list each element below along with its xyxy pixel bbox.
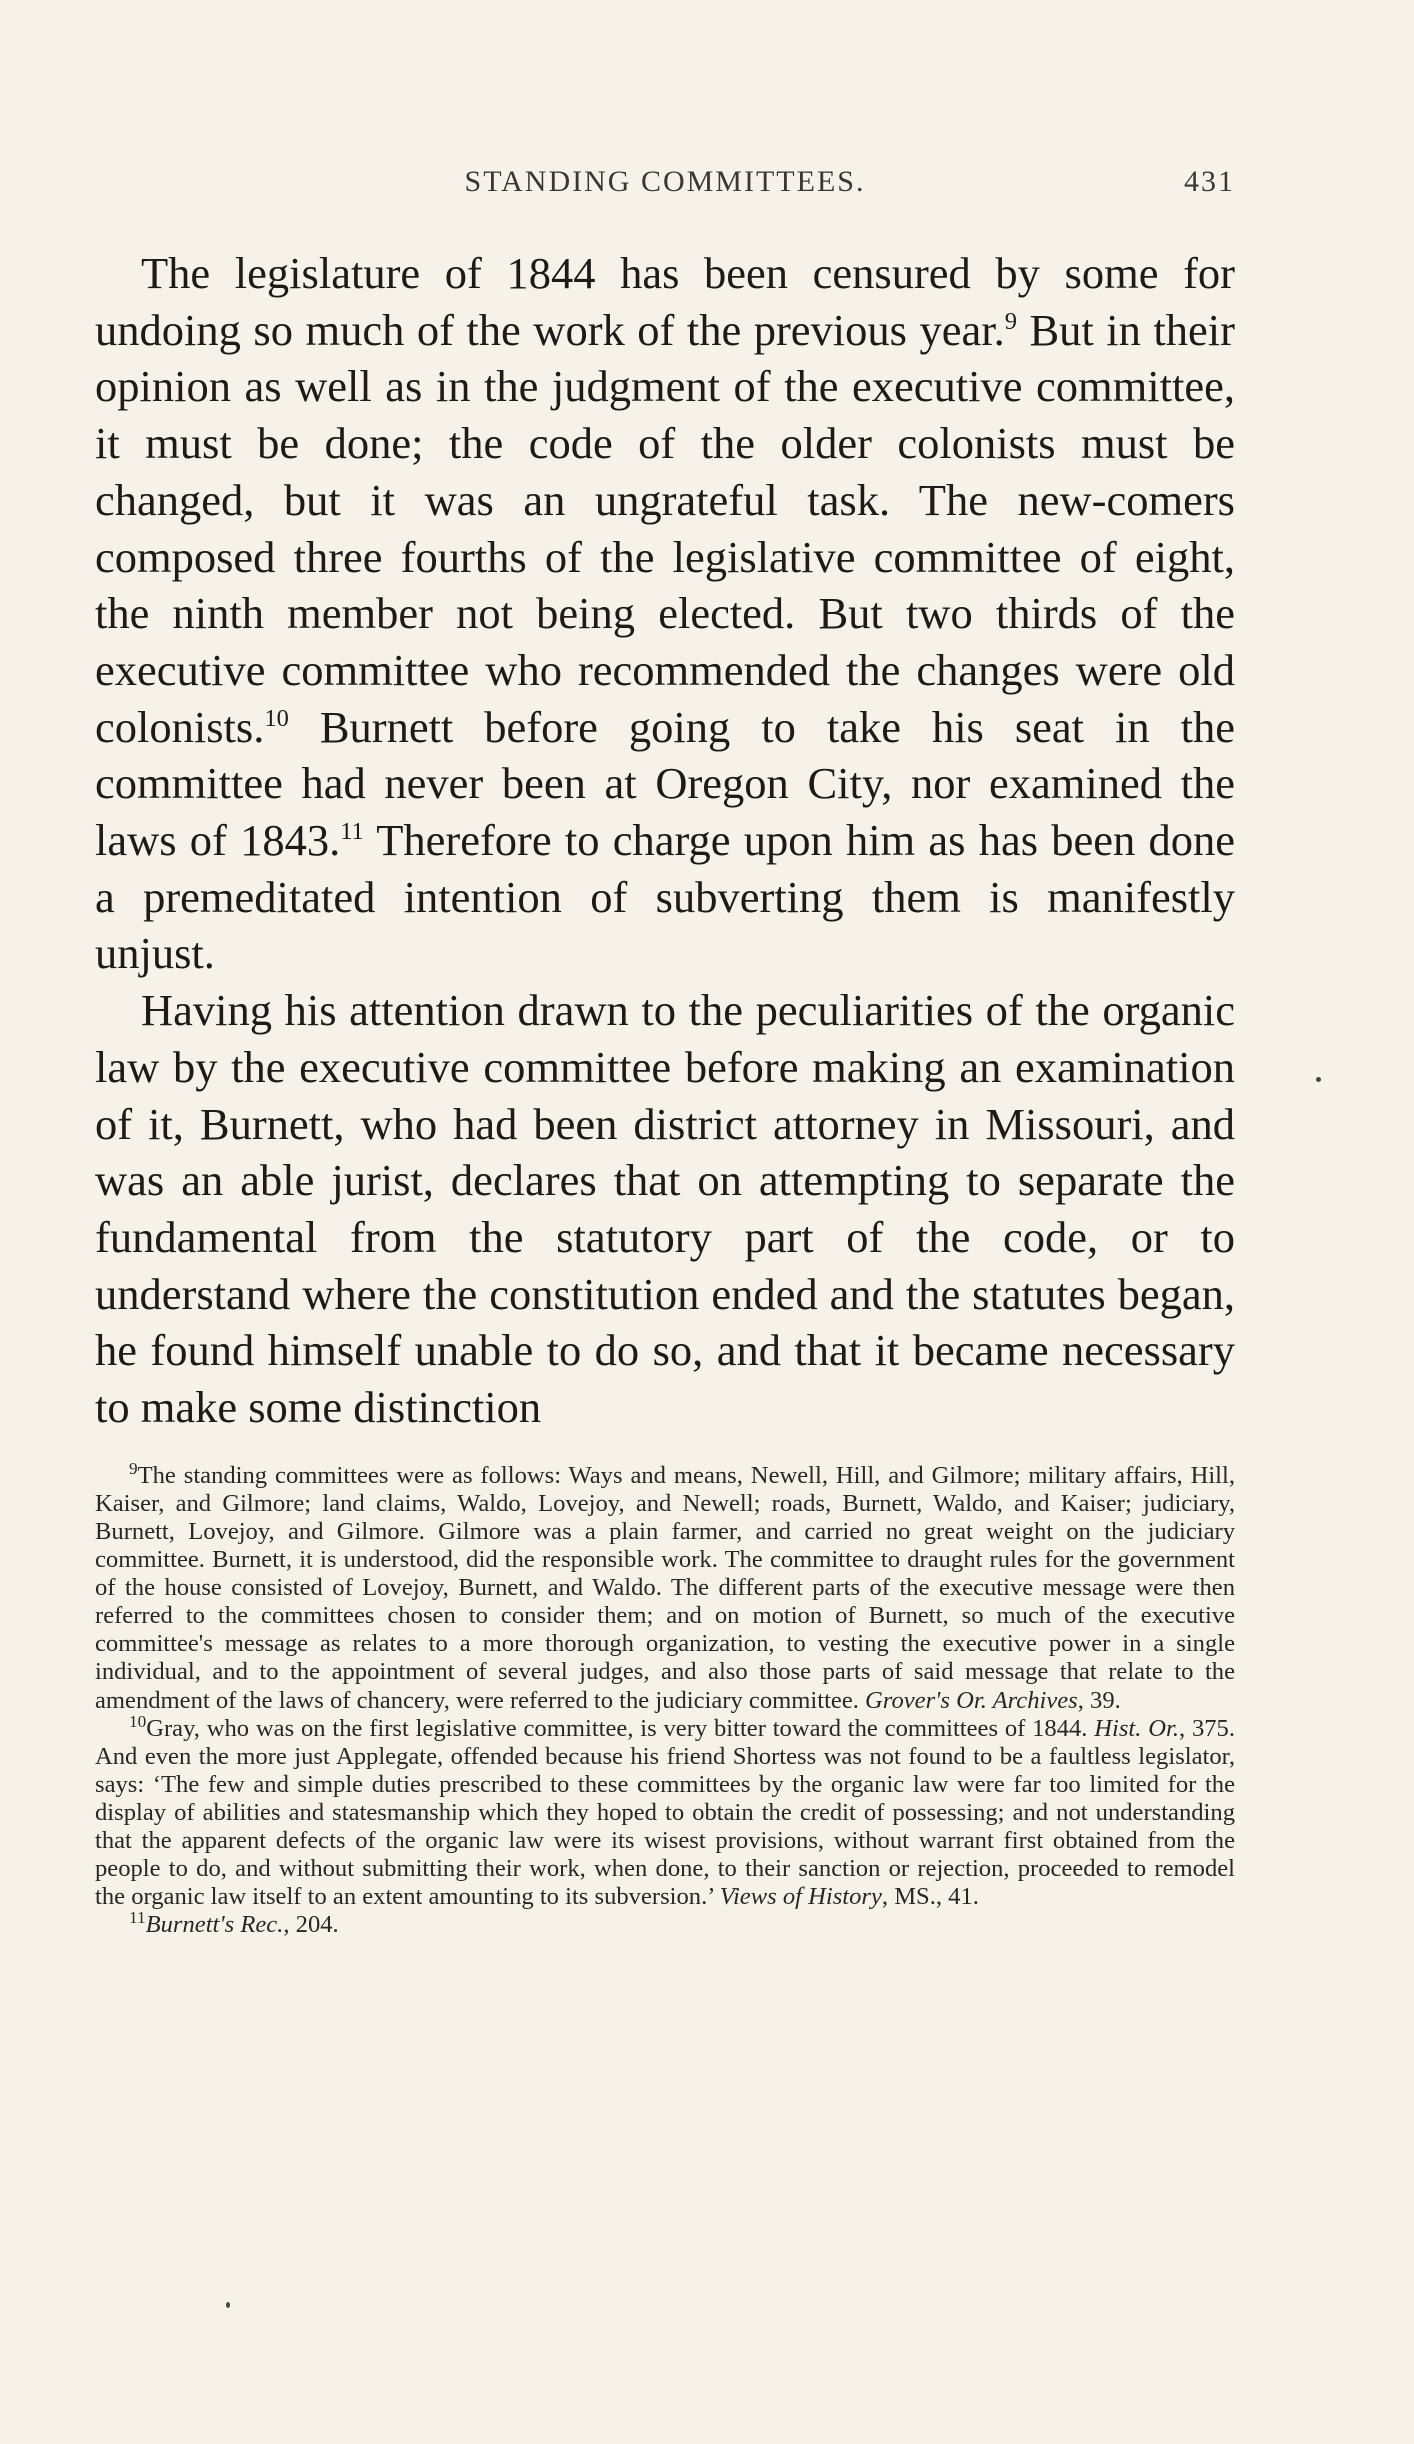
footnote-9-citation: Grover's Or. Archives [865, 1686, 1078, 1714]
body-text [95, 245, 1235, 1436]
paragraph-1 [95, 245, 1235, 982]
running-head [95, 165, 1235, 201]
footnote-10-text-b: , 375. And even the more just Applegate, offended because his friend Shortess was not found to be a faultless legislator, says: ‘The few and simple duties prescribed to these committees by the organic law were far too limited for the display of abilities and statesmanship which they hoped to obtain the credit of possessing; and not understanding that the apparent defects of the organic law were its wisest provisions, without warrant first obtained from the people to do, and without submitting their work, when done, to their sanction or rejection, proceeded to remodel the organic law itself to an extent amounting to its subversion.’ [95, 1714, 1235, 1911]
footnote-10-number: 10 [129, 1711, 147, 1731]
running-title: STANDING COMMITTEES. [464, 165, 866, 198]
footnote-11-citation: Burnett's Rec. [145, 1911, 284, 1939]
footnote-9 [95, 1458, 1235, 1715]
footnote-10-citation-2: Views of History [719, 1883, 882, 1911]
footnote-10-tail: , MS., 41. [881, 1883, 979, 1911]
footnote-10-citation-1: Hist. Or. [1094, 1714, 1179, 1742]
footnote-10-text: Gray, who was on the first legislative committee, is very bitter toward the committees of 1844. [146, 1714, 1095, 1742]
paragraph-1-text-d: Therefore to charge upon him as has been done a premeditated intention of subverting them is manifestly unjust. [95, 815, 1235, 979]
footnote-11-tail: , 204. [283, 1911, 339, 1939]
footnote-9-number: 9 [129, 1458, 138, 1478]
ink-speck [226, 2302, 230, 2308]
paragraph-1-text-a: The legislature of 1844 has been censured by some for undoing so much of the work of the previous year. [95, 248, 1235, 355]
book-page [95, 165, 1235, 1939]
footnote-9-tail: , 39. [1077, 1686, 1121, 1714]
footnote-ref-9: 9 [1004, 307, 1017, 335]
footnotes [95, 1458, 1235, 1940]
paragraph-2: Having his attention drawn to the peculiarities of the organic law by the executive committee before making an examination of it, Burnett, who had been district attorney in Missouri, and was an able jurist, declares that on attempting to separate the fundamental from the statutory part of the code, or to understand where the constitution ended and the statutes began, he found himself unable to do so, and that it became necessary to make some distinction [95, 985, 1235, 1433]
paragraph-1-text-b: But in their opinion as well as in the judgment of the executive committee, it must be done; the code of the older colonists must be changed, but it was an ungrateful task. The new-comers composed three fourths of the legislative committee of eight, the ninth member not being elected. But two thirds of the executive committee who recommended the changes were old colonists. [95, 304, 1235, 752]
footnote-ref-10: 10 [264, 704, 289, 732]
footnote-10 [95, 1711, 1235, 1912]
footnote-11 [95, 1908, 1235, 1939]
ink-speck [1316, 1077, 1321, 1082]
paragraph-1-text-c: Burnett before going to take his seat in the committee had never been at Oregon City, nor examined the laws of 1843. [95, 701, 1235, 866]
page-number: 431 [1184, 165, 1235, 198]
footnote-11-number: 11 [129, 1908, 146, 1928]
footnote-9-text: The standing committees were as follows: Ways and means, Newell, Hill, and Gilmore; military affairs, Hill, Kaiser, and Gilmore; land claims, Waldo, Lovejoy, and Newell; roads, Burnett, Waldo, and Kaiser; judiciary, Burnett, Lovejoy, and Gilmore. Gilmore was a plain farmer, and carried no great weight on the judiciary committee. Burnett, it is understood, did the responsible work. The committee to draught rules for the government of the house consisted of Lovejoy, Burnett, and Waldo. The different parts of the executive message were then referred to the committees chosen to consider them; and on motion of Burnett, so much of the executive committee's message as relates to a more thorough organization, to vesting the executive power in a single individual, and to the appointment of several judges, and also those parts of said message that relate to the amendment of the laws of chancery, were referred to the judiciary committee. [95, 1461, 1235, 1714]
footnote-ref-11: 11 [340, 818, 364, 846]
